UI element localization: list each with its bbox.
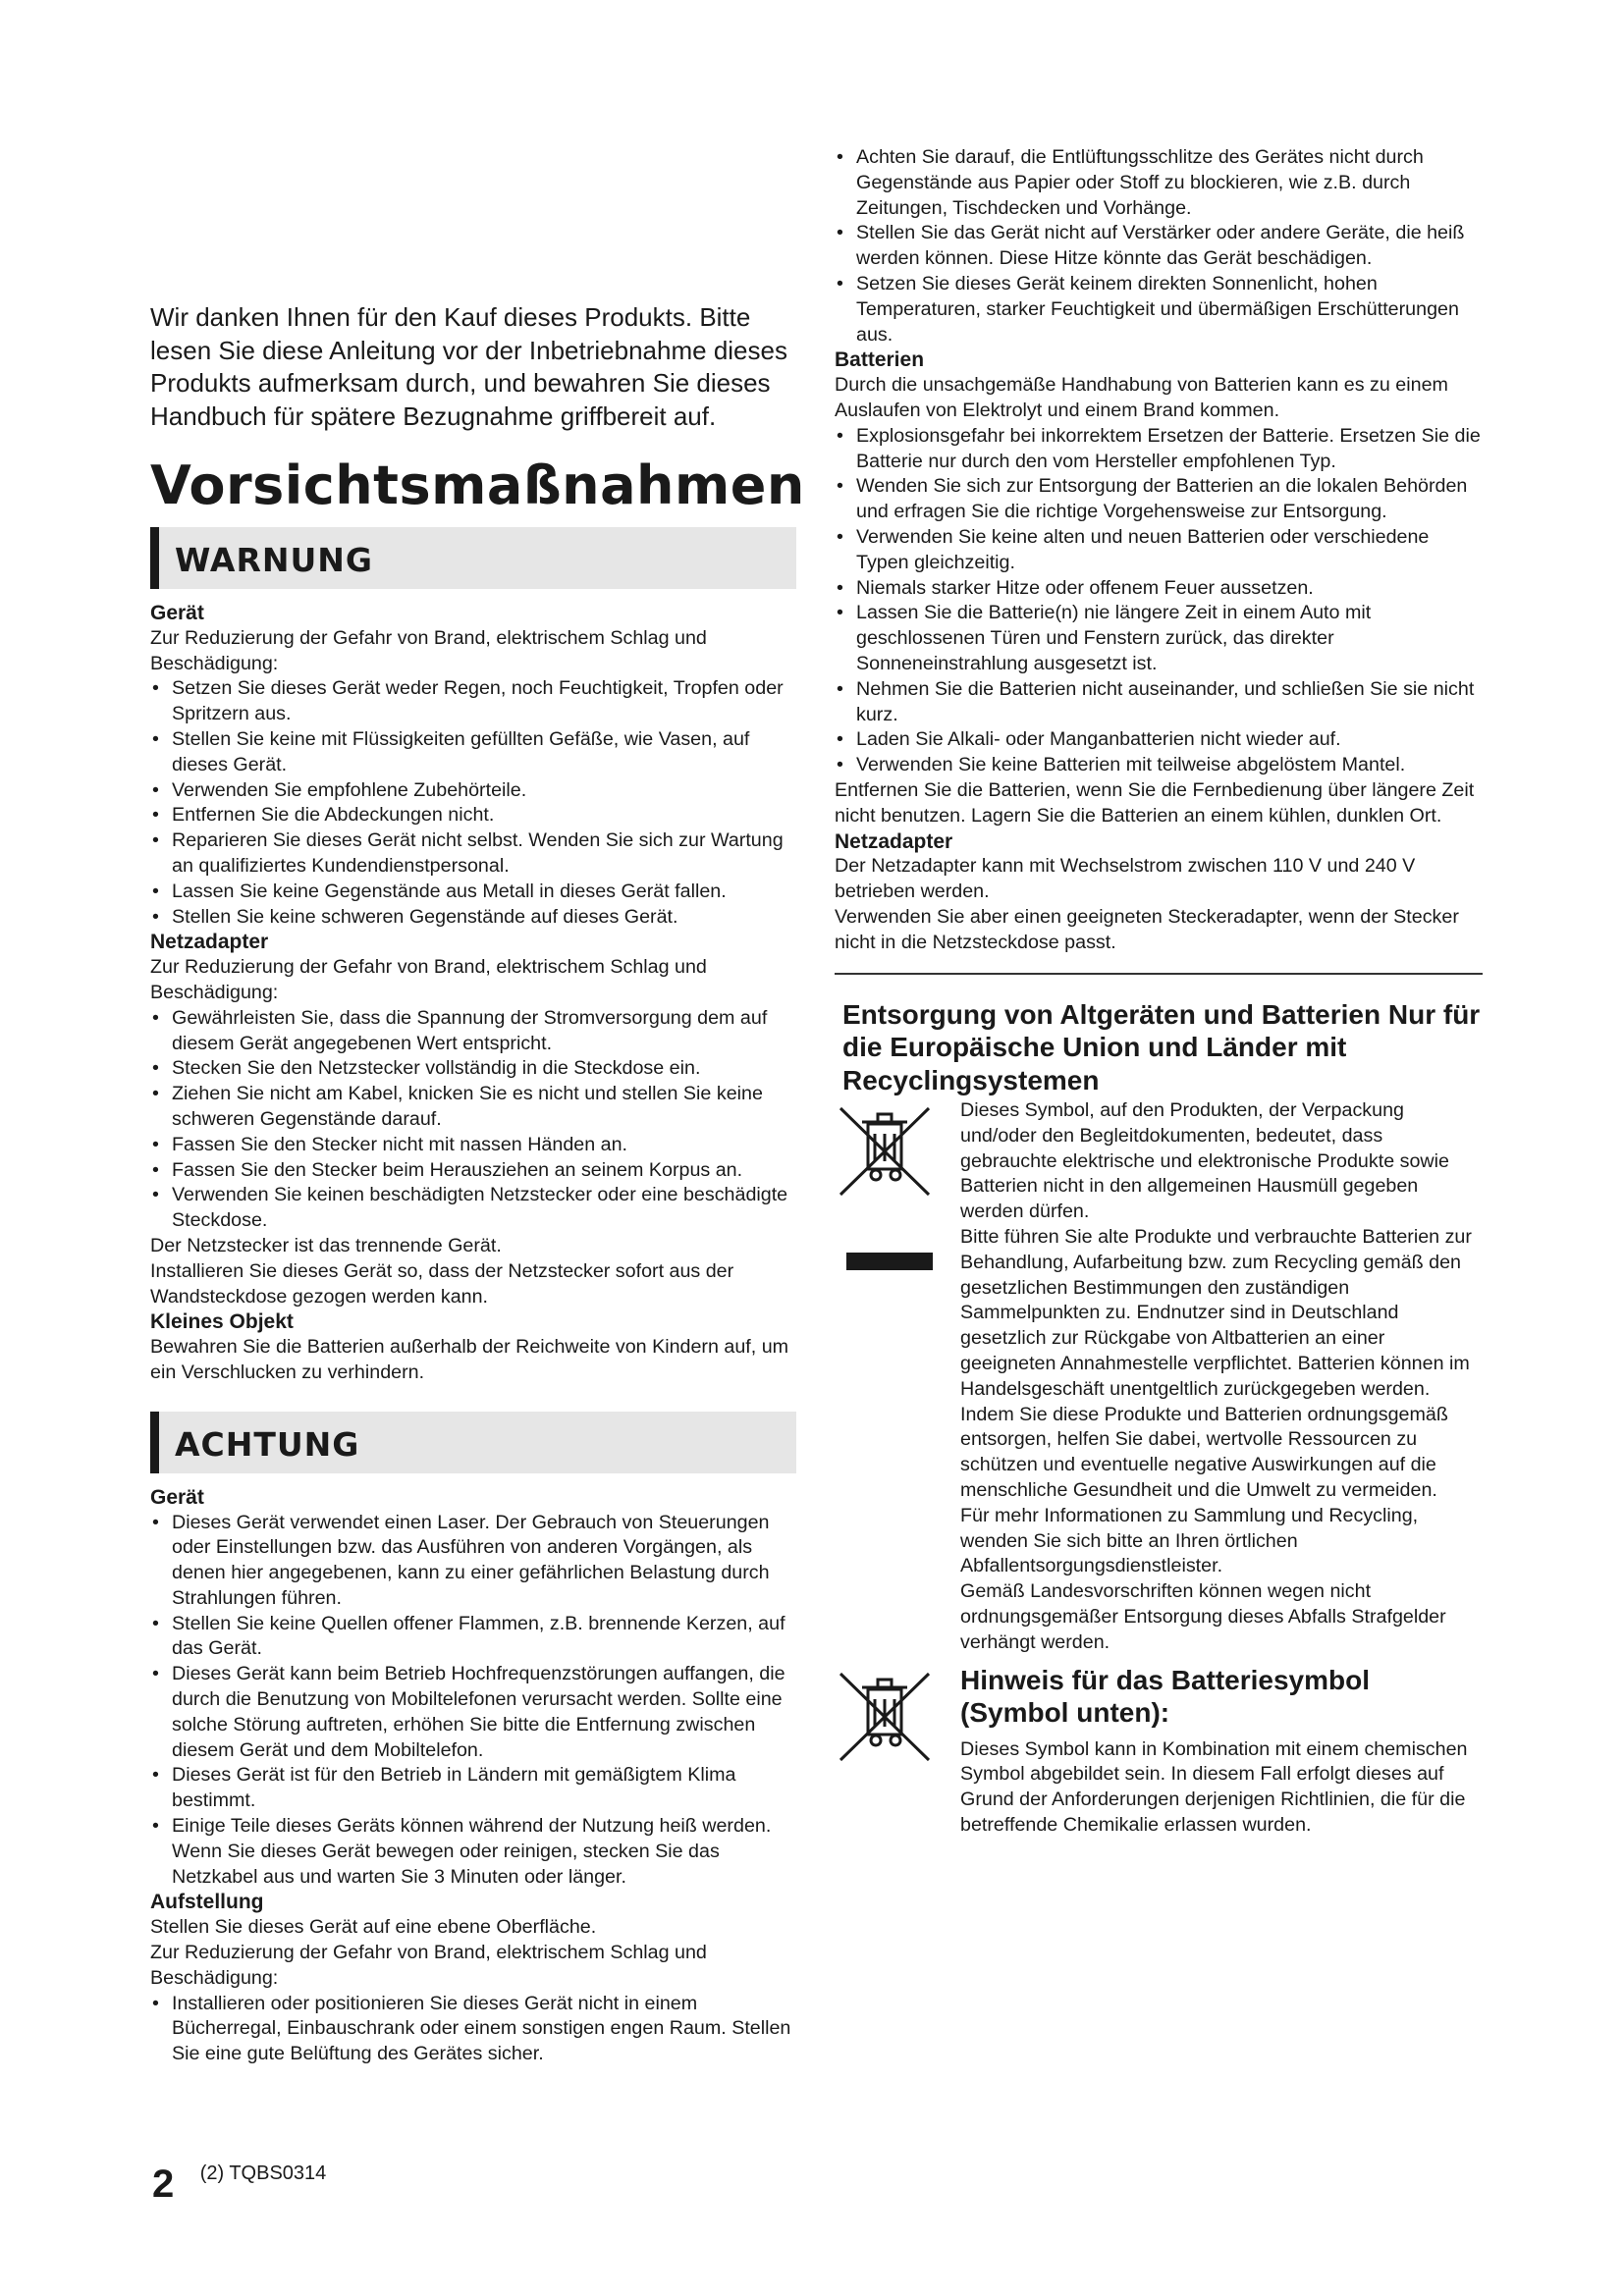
netzadapter-heading: Netzadapter [835, 829, 953, 853]
list-item: • Verwenden Sie empfohlene Zubehörteile. [150, 778, 796, 804]
list-item: • Lassen Sie die Batterie(n) nie längere Zeit in einem Auto mit geschlossenen Türen und Fenstern zurück, das direkter Sonneneinstrahlung ausgesetzt ist. [835, 601, 1483, 676]
list-item: • Stellen Sie keine schweren Gegenstände auf dieses Gerät. [150, 905, 796, 931]
page-number: 2 [152, 2163, 175, 2206]
banner-bar [150, 1412, 159, 1473]
aufstellung-heading: Aufstellung [150, 1891, 264, 1914]
warnung-geraet-heading: Gerät [150, 602, 204, 624]
batterien-text: Durch die unsachgemäße Handhabung von Batterien kann es zu einem Auslaufen von Elektrolyt und einem Brand kommen. [835, 374, 1448, 421]
left-column [150, 301, 805, 2067]
list-item: • Dieses Gerät kann beim Betrieb Hochfrequenzstörungen auffangen, die durch die Benutzung von Mobiltelefonen verursacht werden. Sollte eine solche Störung auftreten, erhöhen Sie bitte die Entfernung zwischen diesem Gerät und dem Mobiltelefon. [150, 1662, 796, 1763]
list-item: • Ziehen Sie nicht am Kabel, knicken Sie es nicht und stellen Sie keine schweren Gegenstände darauf. [150, 1082, 796, 1133]
list-item: • Entfernen Sie die Abdeckungen nicht. [150, 803, 796, 828]
batterien-storage-note: Entfernen Sie die Batterien, wenn Sie die Fernbedienung über längere Zeit nicht benutzen. Lagern Sie die Batterien an einem kühlen, dunklen Ort. [835, 778, 1475, 827]
warnung-geraet-text: Zur Reduzierung der Gefahr von Brand, elektrischem Schlag und Beschädigung: [150, 626, 707, 674]
entsorgung-p1: Dieses Symbol, auf den Produkten, der Verpackung und/oder den Begleitdokumenten, bedeutet, dass gebrauchte elektrische und elektronische Produkte sowie Batterien nicht in den allgemeinen Hausmüll gegeben werden dürfen. [960, 1099, 1449, 1223]
netzstecker-note: Der Netzstecker ist das trennende Gerät. [150, 1234, 502, 1256]
hinweis-body: Dieses Symbol kann in Kombination mit einem chemischen Symbol abgebildet sein. In diesem Fall erfolgt dieses auf Grund der Anforderungen derjenigen Richtlinien, die für die betreffende Chemikalie erlassen wurden. [960, 1737, 1468, 1836]
kleines-objekt-heading: Kleines Objekt [150, 1310, 294, 1334]
list-item: • Stecken Sie den Netzstecker vollständig in die Steckdose ein. [150, 1056, 796, 1082]
netzadapter-voltage: Der Netzadapter kann mit Wechselstrom zwischen 110 V und 240 V betrieben werden. [835, 855, 1416, 903]
list-item: • Laden Sie Alkali- oder Manganbatterien nicht wieder auf. [835, 727, 1483, 753]
banner-bar [150, 527, 159, 589]
achtung-banner [150, 1412, 796, 1473]
page-footer [152, 2163, 326, 2206]
list-item: • Stellen Sie keine Quellen offener Flammen, z.B. brennende Kerzen, auf das Gerät. [150, 1612, 796, 1663]
list-item: • Verwenden Sie keine Batterien mit teilweise abgelöstem Mantel. [835, 753, 1483, 778]
document-code: (2) TQBS0314 [199, 2163, 327, 2184]
aufstellung-list [150, 1992, 796, 2067]
battery-symbol-section [835, 1664, 1483, 1839]
list-item: • Wenden Sie sich zur Entsorgung der Batterien an die lokalen Behörden und erfragen Sie die richtige Vorgehensweise zur Entsorgung. [835, 474, 1483, 525]
list-item: • Explosionsgefahr bei inkorrektem Ersetzen der Batterie. Ersetzen Sie die Batterie nur durch den vom Hersteller empfohlenen Typ. [835, 424, 1483, 475]
list-item: • Nehmen Sie die Batterien nicht auseinander, und schließen Sie sie nicht kurz. [835, 677, 1483, 728]
ventilation-list [835, 145, 1483, 347]
entsorgung-p4: Für mehr Informationen zu Sammlung und Recycling, wenden Sie sich bitte an Ihren örtlichen Abfallentsorgungsdienstleister. [960, 1504, 1419, 1577]
list-item: • Fassen Sie den Stecker beim Herausziehen an seinem Korpus an. [150, 1158, 796, 1184]
entsorgung-p5: Gemäß Landesvorschriften können wegen nicht ordnungsgemäßer Entsorgung dieses Abfalls Strafgelder verhängt werden. [960, 1580, 1446, 1653]
warnung-geraet-list [150, 676, 796, 930]
list-item: • Dieses Gerät ist für den Betrieb in Ländern mit gemäßigtem Klima bestimmt. [150, 1763, 796, 1814]
warnung-label: WARNUNG [175, 541, 373, 579]
crossed-bin-icon [835, 1668, 933, 1778]
list-item: • Stellen Sie das Gerät nicht auf Verstärker oder andere Geräte, die heiß werden können. Diese Hitze könnte das Gerät beschädigen. [835, 221, 1483, 272]
list-item: • Installieren oder positionieren Sie dieses Gerät nicht in einem Bücherregal, Einbauschrank oder einem sonstigen engen Raum. Stellen Sie eine gute Belüftung des Gerätes sicher. [150, 1992, 796, 2067]
list-item: • Lassen Sie keine Gegenstände aus Metall in dieses Gerät fallen. [150, 880, 796, 905]
list-item: • Fassen Sie den Stecker nicht mit nassen Händen an. [150, 1133, 796, 1158]
entsorgung-text [960, 1098, 1483, 1656]
installation-note: Installieren Sie dieses Gerät so, dass der Netzstecker sofort aus der Wandsteckdose gezogen werden kann. [150, 1259, 734, 1308]
batterien-heading: Batterien [835, 348, 925, 372]
list-item: • Setzen Sie dieses Gerät weder Regen, noch Feuchtigkeit, Tropfen oder Spritzern aus. [150, 676, 796, 727]
achtung-geraet-list [150, 1511, 796, 1891]
crossed-bin-icon [835, 1102, 933, 1212]
list-item: • Stellen Sie keine mit Flüssigkeiten gefüllten Gefäße, wie Vasen, auf dieses Gerät. [150, 727, 796, 778]
list-item: • Dieses Gerät verwendet einen Laser. Der Gebrauch von Steuerungen oder Einstellungen bzw. das Ausführen von anderen Vorgängen, als denen hier angegebenen, kann zu einer gefährlichen Belastung durch Strahlungen führen. [150, 1511, 796, 1612]
netzadapter-plug-note: Verwenden Sie aber einen geeigneten Steckeradapter, wenn der Stecker nicht in die Netzsteckdose passt. [835, 905, 1459, 953]
list-item: • Verwenden Sie keinen beschädigten Netzstecker oder eine beschädigte Steckdose. [150, 1183, 796, 1234]
list-item: • Gewährleisten Sie, dass die Spannung der Stromversorgung dem auf diesem Gerät angegebenen Wert entspricht. [150, 1006, 796, 1057]
achtung-label: ACHTUNG [175, 1424, 360, 1464]
intro-text: Wir danken Ihnen für den Kauf dieses Produkts. Bitte lesen Sie diese Anleitung vor der Inbetriebnahme dieses Produkts aufmerksam durch, und bewahren Sie dieses Handbuch für spätere Bezugnahme griffbereit auf. [150, 302, 787, 431]
battery-weee-symbol [835, 1668, 933, 1783]
page-title: Vorsichtsmaßnahmen [150, 454, 805, 516]
warnung-netzadapter-heading: Netzadapter [150, 931, 269, 954]
right-column [835, 145, 1483, 1839]
list-item: • Setzen Sie dieses Gerät keinem direkten Sonnenlicht, hohen Temperaturen, starker Feuchtigkeit und übermäßigen Erschütterungen aus. [835, 272, 1483, 347]
weee-symbol [835, 1102, 933, 1270]
aufstellung-text-1: Stellen Sie dieses Gerät auf eine ebene Oberfläche. [150, 1916, 597, 1939]
warnung-netzadapter-text: Zur Reduzierung der Gefahr von Brand, elektrischem Schlag und Beschädigung: [150, 956, 707, 1003]
warnung-netzadapter-list [150, 1006, 796, 1234]
section-divider [835, 973, 1483, 975]
weee-section [835, 1098, 1483, 1656]
list-item: • Reparieren Sie dieses Gerät nicht selbst. Wenden Sie sich zur Wartung an qualifiziertes Kundendienstpersonal. [150, 828, 796, 880]
list-item: • Achten Sie darauf, die Entlüftungsschlitze des Gerätes nicht durch Gegenstände aus Papier oder Stoff zu blockieren, wie z.B. durch Zeitungen, Tischdecken und Vorhänge. [835, 145, 1483, 221]
entsorgung-p3: Indem Sie diese Produkte und Batterien ordnungsgemäß entsorgen, helfen Sie dabei, wertvolle Ressourcen zu schützen und eventuelle negative Auswirkungen auf die menschliche Gesundheit und die Umwelt zu vermeiden. [960, 1403, 1448, 1501]
kleines-objekt-text: Bewahren Sie die Batterien außerhalb der Reichweite von Kindern auf, um ein Verschlucken zu verhindern. [150, 1336, 789, 1383]
list-item: • Niemals starker Hitze oder offenem Feuer aussetzen. [835, 576, 1483, 602]
achtung-geraet-heading: Gerät [150, 1485, 204, 1509]
warnung-banner [150, 527, 796, 589]
hinweis-title: Hinweis für das Batteriesymbol (Symbol unten): [960, 1664, 1371, 1729]
hinweis-text [960, 1664, 1483, 1839]
list-item: • Einige Teile dieses Geräts können während der Nutzung heiß werden. Wenn Sie dieses Gerät bewegen oder reinigen, stecken Sie das Netzkabel aus und warten Sie 3 Minuten oder länger. [150, 1814, 796, 1890]
aufstellung-text-2: Zur Reduzierung der Gefahr von Brand, elektrischem Schlag und Beschädigung: [150, 1942, 707, 1989]
entsorgung-p2: Bitte führen Sie alte Produkte und verbrauchte Batterien zur Behandlung, Aufarbeitung bzw. zum Recycling gemäß den gesetzlichen Bestimmungen den zuständigen Sammelpunkten zu. Endnutzer sind in Deutschland gesetzlich zur Rückgabe von Altbatterien an einer geeigneten Annahmestelle verpflichtet. Batterien können im Handelsgeschäft unentgeltlich zurückgegeben werden. [960, 1225, 1472, 1400]
weee-black-bar [846, 1253, 933, 1270]
list-item: • Verwenden Sie keine alten und neuen Batterien oder verschiedene Typen gleichzeitig. [835, 525, 1483, 576]
entsorgung-title: Entsorgung von Altgeräten und Batterien Nur für die Europäische Union und Länder mit Recyclingsystemen [842, 998, 1481, 1095]
batterien-list [835, 424, 1483, 778]
